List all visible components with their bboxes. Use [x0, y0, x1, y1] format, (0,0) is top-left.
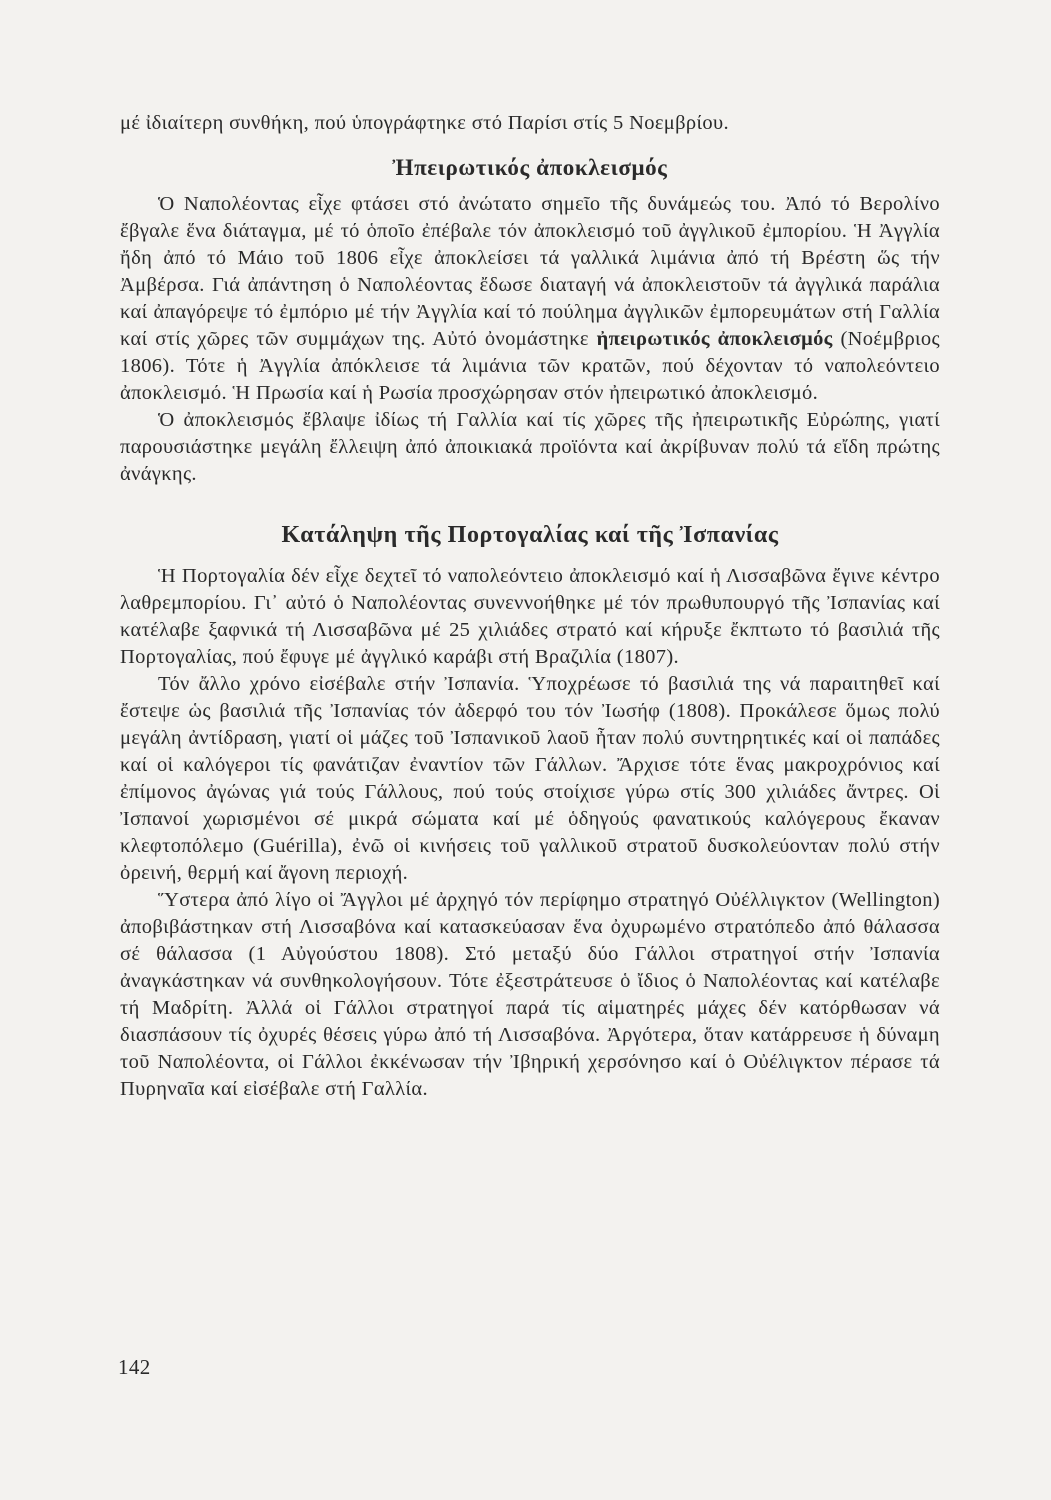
paragraph-spain: Τόν ἄλλο χρόνο εἰσέβαλε στήν Ἰσπανία. Ὑποχρέωσε τό βασιλιά της νά παραιτηθεῖ καί ἔστεψε ὡς βασιλιά τῆς Ἰσπανίας τόν ἀδερφό του τόν Ἰωσήφ (1808). Προκάλεσε ὅμως πολύ μεγάλη ἀντίδραση, γιατί οἱ μάζες τοῦ Ἰσπανικοῦ λαοῦ ἦταν πολύ συντηρητικές καί οἱ παπάδες καί οἱ καλόγεροι τίς φανάτιζαν ἐναντίον τῶν Γάλλων. Ἄρχισε τότε ἕνας μακροχρόνιος καί ἐπίμονος ἀγώνας γιά τούς Γάλλους, πού τούς στοίχισε γύρω στίς 300 χιλιάδες ἄντρες. Οἱ Ἰσπανοί χωρισμένοι σέ μικρά σώματα καί μέ ὁδηγούς φανατικούς καλόγερους ἔκαναν κλεφτοπόλεμο (Guérilla), ἐνῶ οἱ κινήσεις τοῦ γαλλικοῦ στρατοῦ δυσκολεύονταν πολύ στήν ὀρεινή, θερμή καί ἄγονη περιοχή. — [120, 673, 940, 884]
text-column — [120, 110, 940, 1103]
section-heading-portugal-spain: Κατάληψη τῆς Πορτογαλίας καί τῆς Ἰσπανίας — [281, 522, 779, 548]
paragraph-text: Ὁ Ναπολέοντας εἶχε φτάσει στό ἀνώτατο σημεῖο τῆς δυνάμεώς του. Ἀπό τό Βερολίνο ἔβγαλε ἕνα διάταγμα, μέ τό ὁποῖο ἐπέβαλε τόν ἀποκλεισμό τοῦ ἀγγλικοῦ ἐμπορίου. Ἡ Ἀγγλία ἤδη ἀπό τό Μάιο τοῦ 1806 εἶχε ἀποκλείσει τά γαλλικά λιμάνια ἀπό τή Βρέστη ὥς τήν Ἀμβέρσα. Γιά ἀπάντηση ὁ Ναπολέοντας ἔδωσε διαταγή νά ἀποκλειστοῦν τά ἀγγλικά παράλια καί ἀπαγόρεψε τό ἐμπόριο μέ τήν Ἀγγλία καί τό πούλημα ἀγγλικῶν ἐμπορευμάτων στή Γαλλία καί στίς χῶρες τῶν συμμάχων της. Αὐτό ὀνομάστηκε — [120, 193, 940, 350]
paragraph-text: (Νοέμβριος 1806). Τότε ἡ Ἀγγλία ἀπόκλεισε τά λιμάνια τῶν κρατῶν, πού δέχονταν τό ναπολεόντειο ἀποκλεισμό. Ἡ Πρωσία καί ἡ Ρωσία προσχώρησαν στόν ἠπειρωτικό ἀποκλεισμό. — [120, 328, 940, 404]
paragraph-blockade-1 — [120, 191, 940, 407]
section-heading-continental-blockade: Ἠπειρωτικός ἀποκλεισμός — [392, 155, 668, 180]
bold-term: ἠπειρωτικός ἀποκλεισμός — [596, 328, 833, 350]
continuation-line: μέ ἰδιαίτερη συνθήκη, πού ὑπογράφτηκε στό Παρίσι στίς 5 Νοεμβρίου. — [120, 112, 729, 134]
paragraph-wellington: Ὕστερα ἀπό λίγο οἱ Ἄγγλοι μέ ἀρχηγό τόν περίφημο στρατηγό Οὐέλλιγκτον (Wellington) ἀποβιβάστηκαν στή Λισσαβόνα καί κατασκεύασαν ἕνα ὀχυρωμένο στρατόπεδο ἀπό θάλασσα σέ θάλασσα (1 Αὐγούστου 1808). Στό μεταξύ δύο Γάλλοι στρατηγοί στήν Ἰσπανία ἀναγκάστηκαν νά συνθηκολογήσουν. Τότε ἐξεστράτευσε ὁ ἴδιος ὁ Ναπολέοντας καί κατέλαβε τή Μαδρίτη. Ἀλλά οἱ Γάλλοι στρατηγοί παρά τίς αἱματηρές μάχες δέν κατόρθωσαν νά διασπάσουν τίς ὀχυρές θέσεις γύρω ἀπό τή Λισσαβόνα. Ἀργότερα, ὅταν κατάρρευσε ἡ δύναμη τοῦ Ναπολέοντα, οἱ Γάλλοι ἐκκένωσαν τήν Ἰβηρική χερσόνησο καί ὁ Οὐέλιγκτον πέρασε τά Πυρηναῖα καί εἰσέβαλε στή Γαλλία. — [120, 889, 940, 1100]
paragraph-portugal: Ἡ Πορτογαλία δέν εἶχε δεχτεῖ τό ναπολεόντειο ἀποκλεισμό καί ἡ Λισσαβῶνα ἔγινε κέντρο λαθρεμπορίου. Γι᾿ αὐτό ὁ Ναπολέοντας συνεννοήθηκε μέ τόν πρωθυπουργό τῆς Ἰσπανίας καί κατέλαβε ξαφνικά τή Λισσαβῶνα μέ 25 χιλιάδες στρατό καί κήρυξε ἔκπτωτο τό βασιλιά τῆς Πορτογαλίας, πού ἔφυγε μέ ἀγγλικό καράβι στή Βραζιλία (1807). — [120, 565, 940, 668]
paragraph-blockade-2: Ὁ ἀποκλεισμός ἔβλαψε ἰδίως τή Γαλλία καί τίς χῶρες τῆς ἠπειρωτικῆς Εὐρώπης, γιατί παρουσιάστηκε μεγάλη ἔλλειψη ἀπό ἀποικιακά προϊόντα καί ἀκρίβυναν πολύ τά εἴδη πρώτης ἀνάγκης. — [120, 409, 940, 485]
page-number: 142 — [118, 1355, 151, 1379]
